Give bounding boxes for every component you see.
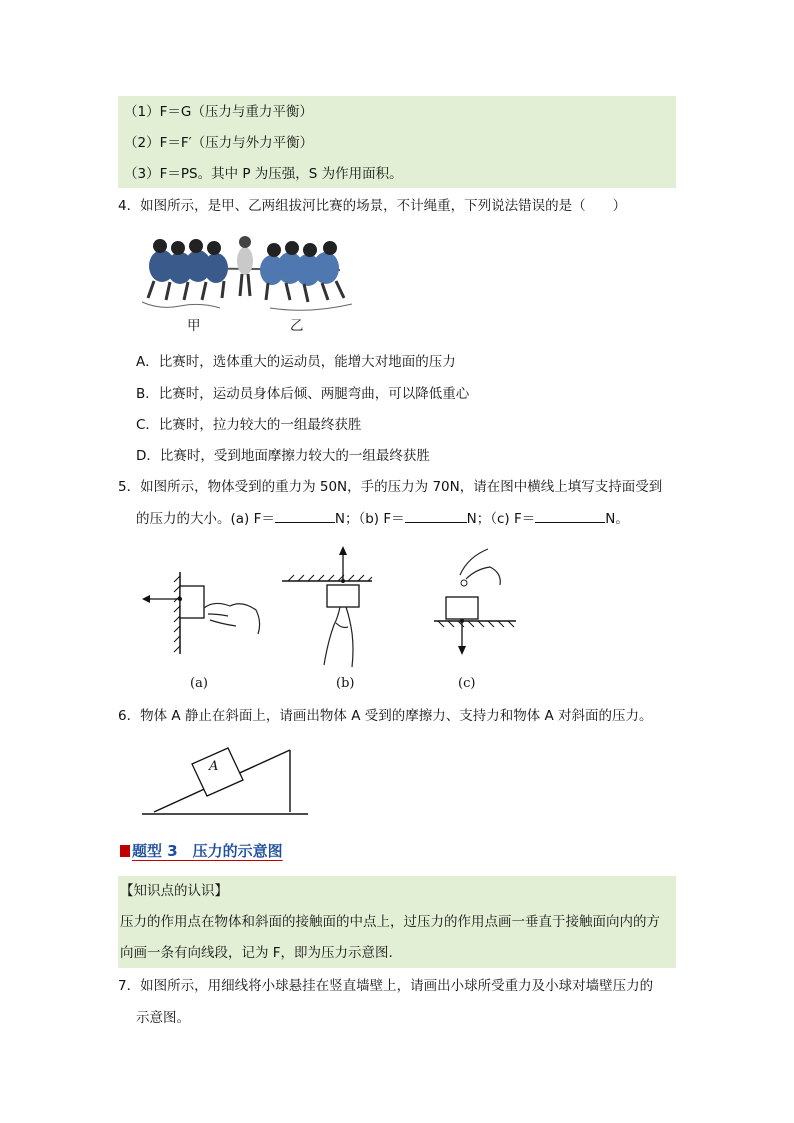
- question-4-stem: 4．如图所示，是甲、乙两组拔河比赛的场景，不计绳重，下列说法错误的是（ ）: [118, 198, 627, 214]
- answer-blank-b[interactable]: [405, 508, 467, 523]
- q4-option-a: A．比赛时，选体重大的运动员，能增大对地面的压力: [136, 354, 456, 370]
- question-7-line2: 示意图。: [136, 1010, 190, 1026]
- formula-line-2: （2）F＝F′（压力与外力平衡）: [124, 135, 314, 151]
- formula-line-1: （1）F＝G（压力与重力平衡）: [124, 104, 313, 120]
- figure-c-caption: (c): [458, 676, 476, 691]
- answer-blank-c[interactable]: [535, 508, 605, 523]
- team-label-jia: 甲: [187, 318, 201, 334]
- q5-part1: 的压力的大小。(a) F＝: [136, 511, 275, 527]
- team-label-yi: 乙: [290, 318, 304, 334]
- q5-unit-c: N。: [605, 511, 629, 527]
- q4-option-d: D．比赛时，受到地面摩擦力较大的一组最终获胜: [136, 448, 430, 464]
- q5-unit-a: N；（b) F＝: [334, 511, 405, 527]
- q4-option-c: C．比赛时，拉力较大的一组最终获胜: [136, 417, 362, 433]
- question-6-stem: 6．物体 A 静止在斜面上，请画出物体 A 受到的摩擦力、支持力和物体 A 对斜面的压力。: [118, 708, 653, 724]
- question-5-stem-line2: [136, 508, 629, 529]
- formula-line-3: （3）F＝PS。其中 P 为压强，S 为作用面积。: [124, 166, 403, 182]
- q5-unit-b: N；（c) F＝: [466, 511, 536, 527]
- question-7-line1: 7．如图所示，用细线将小球悬挂在竖直墙壁上，请画出小球所受重力及小球对墙壁压力的: [118, 978, 654, 994]
- figure-a-caption: (a): [190, 676, 208, 691]
- section-3-title: 题型 3 压力的示意图: [132, 842, 283, 860]
- figure-b-ceiling-press: [280, 545, 380, 670]
- figure-a-wall-press: [138, 570, 268, 660]
- question-5-stem-line1: 5．如图所示，物体受到的重力为 50N，手的压力为 70N，请在图中横线上填写支持面受到: [118, 479, 663, 495]
- tug-of-war-image: [140, 226, 355, 316]
- knowledge-line-2: 向画一条有向线段，记为 F，即为压力示意图.: [120, 945, 393, 961]
- answer-blank-a[interactable]: [275, 508, 335, 523]
- q4-option-b: B．比赛时，运动员身体后倾、两腿弯曲，可以降低重心: [136, 386, 470, 402]
- incline-diagram: [140, 740, 310, 818]
- knowledge-title: 【知识点的认识】: [120, 883, 228, 899]
- figure-b-caption: (b): [336, 676, 355, 691]
- section-marker-icon: [120, 845, 130, 857]
- figure-c-floor-press: [430, 545, 530, 660]
- block-a-label: A: [209, 759, 219, 774]
- knowledge-line-1: 压力的作用点在物体和斜面的接触面的中点上，过压力的作用点画一垂直于接触面向内的方: [120, 914, 660, 930]
